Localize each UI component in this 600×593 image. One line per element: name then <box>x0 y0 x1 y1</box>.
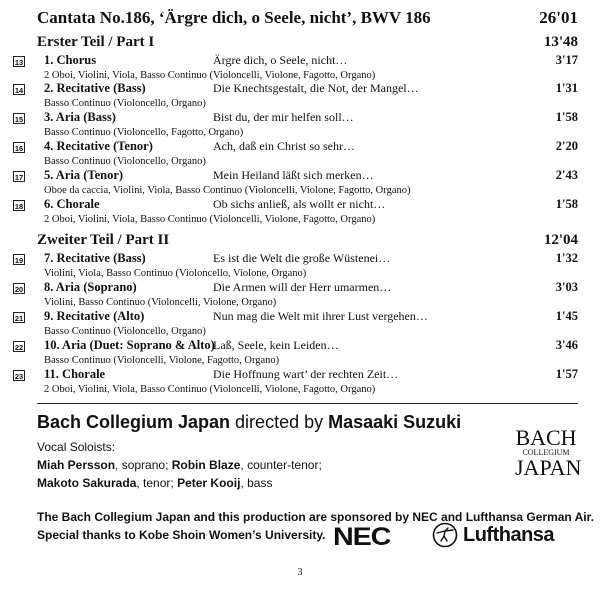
movement-title: 1. Chorus <box>44 53 97 67</box>
movement-time: 2'43 <box>555 168 578 182</box>
track-number: 14 <box>14 86 24 95</box>
track-number: 15 <box>14 115 24 124</box>
movement-9 <box>13 309 578 337</box>
soloist-name: Peter Kooij <box>177 476 241 490</box>
track-number: 18 <box>14 202 24 211</box>
movement-1 <box>13 53 578 81</box>
movement-title: 9. Recitative (Alto) <box>44 309 145 323</box>
cantata-title-row <box>37 8 578 28</box>
movement-11 <box>13 367 578 395</box>
ensemble-credit <box>37 412 461 433</box>
soloists-line-2 <box>37 476 272 490</box>
movement-instrumentation: Violini, Viola, Basso Continuo (Violoncello, Violone, Organo) <box>44 268 307 279</box>
soloists-line-1 <box>37 458 322 472</box>
soloist-role: , soprano; <box>115 458 172 472</box>
movement-title: 8. Aria (Soprano) <box>44 280 137 294</box>
cantata-total-time: 26'01 <box>539 8 578 27</box>
track-number: 19 <box>14 256 24 265</box>
movement-instrumentation: Basso Continuo (Violoncelli, Violone, Fagotto, Organo) <box>44 355 280 366</box>
movement-time: 1'58 <box>555 110 578 124</box>
directed-by-text: directed by <box>230 412 329 432</box>
part-2-heading <box>37 232 578 249</box>
movement-incipit: Ach, daß ein Christ so sehr… <box>213 139 355 153</box>
track-number: 16 <box>14 144 24 153</box>
movement-incipit: Die Armen will der Herr umarmen… <box>213 280 392 294</box>
movement-title: 4. Recitative (Tenor) <box>44 139 153 153</box>
soloist-name: Miah Persson <box>37 458 116 472</box>
movement-instrumentation: Basso Continuo (Violoncello, Organo) <box>44 326 206 337</box>
movement-incipit: Mein Heiland läßt sich merken… <box>213 168 374 182</box>
movement-incipit: Bist du, der mir helfen soll… <box>213 110 354 124</box>
soloist-role: , counter-tenor; <box>240 458 322 472</box>
movement-7 <box>13 251 578 279</box>
part-time: 13'48 <box>543 34 578 50</box>
movement-incipit: Es ist die Welt die große Wüstenei… <box>213 251 391 265</box>
movement-time: 1'58 <box>555 197 578 211</box>
section-divider <box>37 403 578 404</box>
nec-logo: NEC <box>333 523 391 551</box>
movement-incipit: Ob sichs anließ, als wollt er nicht… <box>213 197 386 211</box>
movement-title: 7. Recitative (Bass) <box>44 251 146 265</box>
soloist-role: , bass <box>240 476 273 490</box>
track-number: 20 <box>14 285 24 294</box>
movement-instrumentation: 2 Oboi, Violini, Viola, Basso Continuo (Violoncelli, Violone, Fagotto, Organo) <box>44 384 376 395</box>
movement-title: 2. Recitative (Bass) <box>44 81 146 95</box>
vocal-soloists-label: Vocal Soloists: <box>37 440 116 454</box>
movement-incipit: Die Hoffnung wart’ der rechten Zeit… <box>213 367 399 381</box>
movement-2 <box>13 81 578 109</box>
soloist-name: Robin Blaze <box>171 458 241 472</box>
ensemble-name: Bach Collegium Japan <box>37 412 231 432</box>
track-number: 21 <box>14 314 24 323</box>
movement-time: 3'03 <box>555 280 578 294</box>
part-1-heading <box>37 34 578 51</box>
movement-instrumentation: Basso Continuo (Violoncello, Fagotto, Organo) <box>44 127 244 138</box>
sponsor-line: The Bach Collegium Japan and this production are sponsored by NEC and Lufthansa German Air. <box>37 510 594 524</box>
cantata-title: Cantata No.186, ‘Ärgre dich, o Seele, nicht’, BWV 186 <box>37 8 431 27</box>
part-label: Erster Teil / Part I <box>37 34 155 50</box>
bach-collegium-japan-logo <box>515 425 582 480</box>
movement-title: 6. Chorale <box>44 197 100 211</box>
track-number: 17 <box>14 173 24 182</box>
movement-title: 10. Aria (Duet: Soprano & Alto) <box>44 338 215 352</box>
movement-3 <box>13 110 578 138</box>
track-number: 13 <box>14 58 24 67</box>
movement-4 <box>13 139 578 167</box>
movement-6 <box>13 197 578 225</box>
logo-line: COLLEGIUM <box>522 448 570 457</box>
movement-incipit: Laß, Seele, kein Leiden… <box>213 338 339 352</box>
part-time: 12'04 <box>543 232 578 248</box>
logo-line: JAPAN <box>515 455 582 480</box>
movement-instrumentation: Basso Continuo (Violoncello, Organo) <box>44 156 206 167</box>
movement-instrumentation: Violini, Basso Continuo (Violoncelli, Violone, Organo) <box>44 297 277 308</box>
track-number: 23 <box>14 372 24 381</box>
movement-time: 1'31 <box>555 81 578 95</box>
movement-8 <box>13 280 578 308</box>
lufthansa-logo: Lufthansa <box>463 524 555 546</box>
movement-time: 1'57 <box>555 367 578 381</box>
movement-5 <box>13 168 578 196</box>
movement-incipit: Ärgre dich, o Seele, nicht… <box>213 53 348 67</box>
movement-instrumentation: Oboe da caccia, Violini, Viola, Basso Continuo (Violoncelli, Violone, Fagotto, Organo) <box>44 185 411 196</box>
crane-icon <box>432 522 458 548</box>
movement-time: 3'17 <box>555 53 578 67</box>
movement-title: 11. Chorale <box>44 367 106 381</box>
track-number: 22 <box>14 343 24 352</box>
logo-line: BACH <box>515 425 577 450</box>
movement-10 <box>13 338 578 366</box>
page-number: 3 <box>297 567 303 578</box>
director-name: Masaaki Suzuki <box>328 412 462 432</box>
sponsor-line: Special thanks to Kobe Shoin Women’s University. <box>37 528 326 542</box>
movement-instrumentation: Basso Continuo (Violoncello, Organo) <box>44 98 206 109</box>
movement-time: 1'45 <box>555 309 578 323</box>
movement-incipit: Nun mag die Welt mit ihrer Lust vergehen… <box>213 309 428 323</box>
part-label: Zweiter Teil / Part II <box>37 232 170 248</box>
movement-instrumentation: 2 Oboi, Violini, Viola, Basso Continuo (Violoncelli, Violone, Fagotto, Organo) <box>44 70 376 81</box>
movement-incipit: Die Knechtsgestalt, die Not, der Mangel… <box>213 81 419 95</box>
movement-time: 1'32 <box>555 251 578 265</box>
movement-time: 3'46 <box>555 338 578 352</box>
movement-instrumentation: 2 Oboi, Violini, Viola, Basso Continuo (Violoncelli, Violone, Fagotto, Organo) <box>44 214 376 225</box>
movement-title: 3. Aria (Bass) <box>44 110 116 124</box>
soloist-role: , tenor; <box>136 476 178 490</box>
soloist-name: Makoto Sakurada <box>37 476 137 490</box>
movement-time: 2'20 <box>555 139 578 153</box>
movement-title: 5. Aria (Tenor) <box>44 168 124 182</box>
